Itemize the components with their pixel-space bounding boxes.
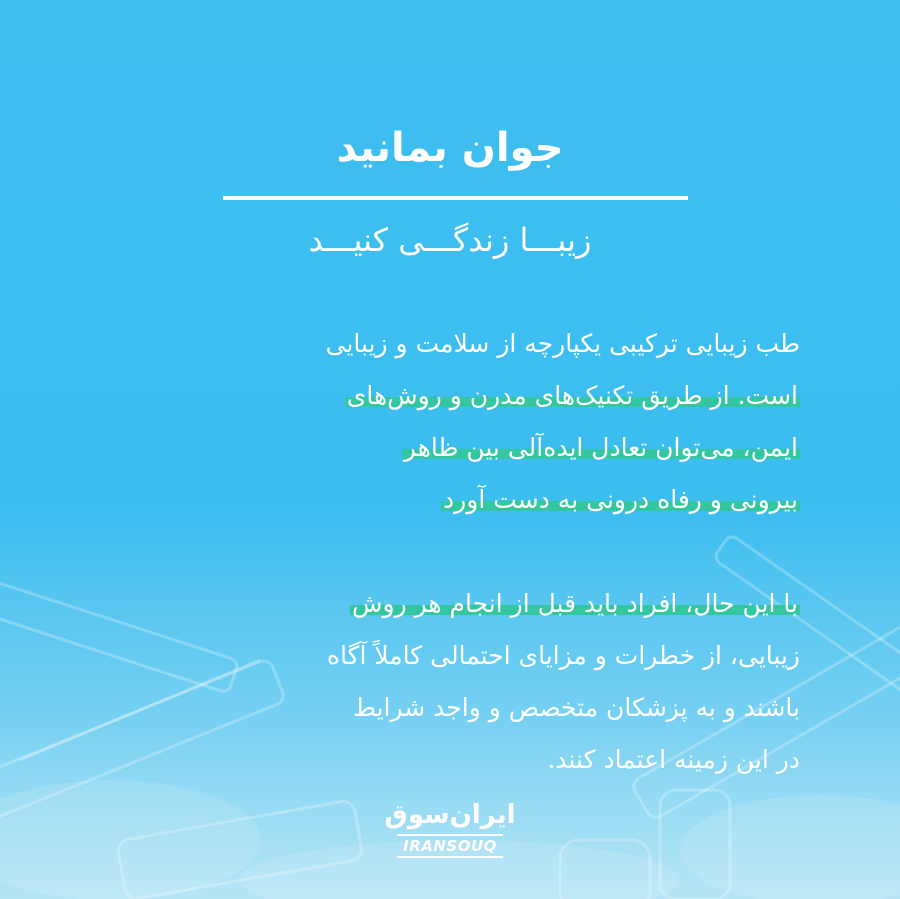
line-text: طب زیبایی ترکیبی یکپارچه از سلامت و زیبایی [325,329,800,358]
line-text: ایمن، می‌توان تعادل ایده‌آلی بین ظاهر [403,433,798,462]
paragraph-1 [100,318,800,526]
paragraph-2-line [100,734,800,786]
headline-subtitle: زیبـــا زندگـــی کنیـــد [308,221,592,259]
line-text: باشند و به پزشکان متخصص و واجد شرایط [352,693,800,722]
paragraph-2-line [100,682,800,734]
line-text: با این حال، افراد باید قبل از انجام هر روش [352,589,798,618]
paragraph-2-line [100,578,800,630]
title-divider [223,196,688,200]
paragraph-1-line [100,422,800,474]
line-text: است. از طریق تکنیک‌های مدرن و روش‌های [346,381,798,410]
line-text: بیرونی و رفاه درونی به دست آورد [443,485,798,514]
logo-name-latin: IRANSOUQ [397,834,503,858]
headline-title: جوان بمانید [336,125,564,171]
line-text: زیبایی، از خطرات و مزایای احتمالی کاملاً آگاه [326,641,800,670]
paragraph-1-line [100,370,800,422]
logo-name-persian: ایران‌سوق [384,800,516,830]
line-text: در این زمینه اعتماد کنند. [547,745,800,774]
paragraph-1-line [100,474,800,526]
paragraph-2 [100,578,800,786]
iransouq-logo [380,798,520,862]
paragraph-2-line [100,630,800,682]
paragraph-1-line [100,318,800,370]
